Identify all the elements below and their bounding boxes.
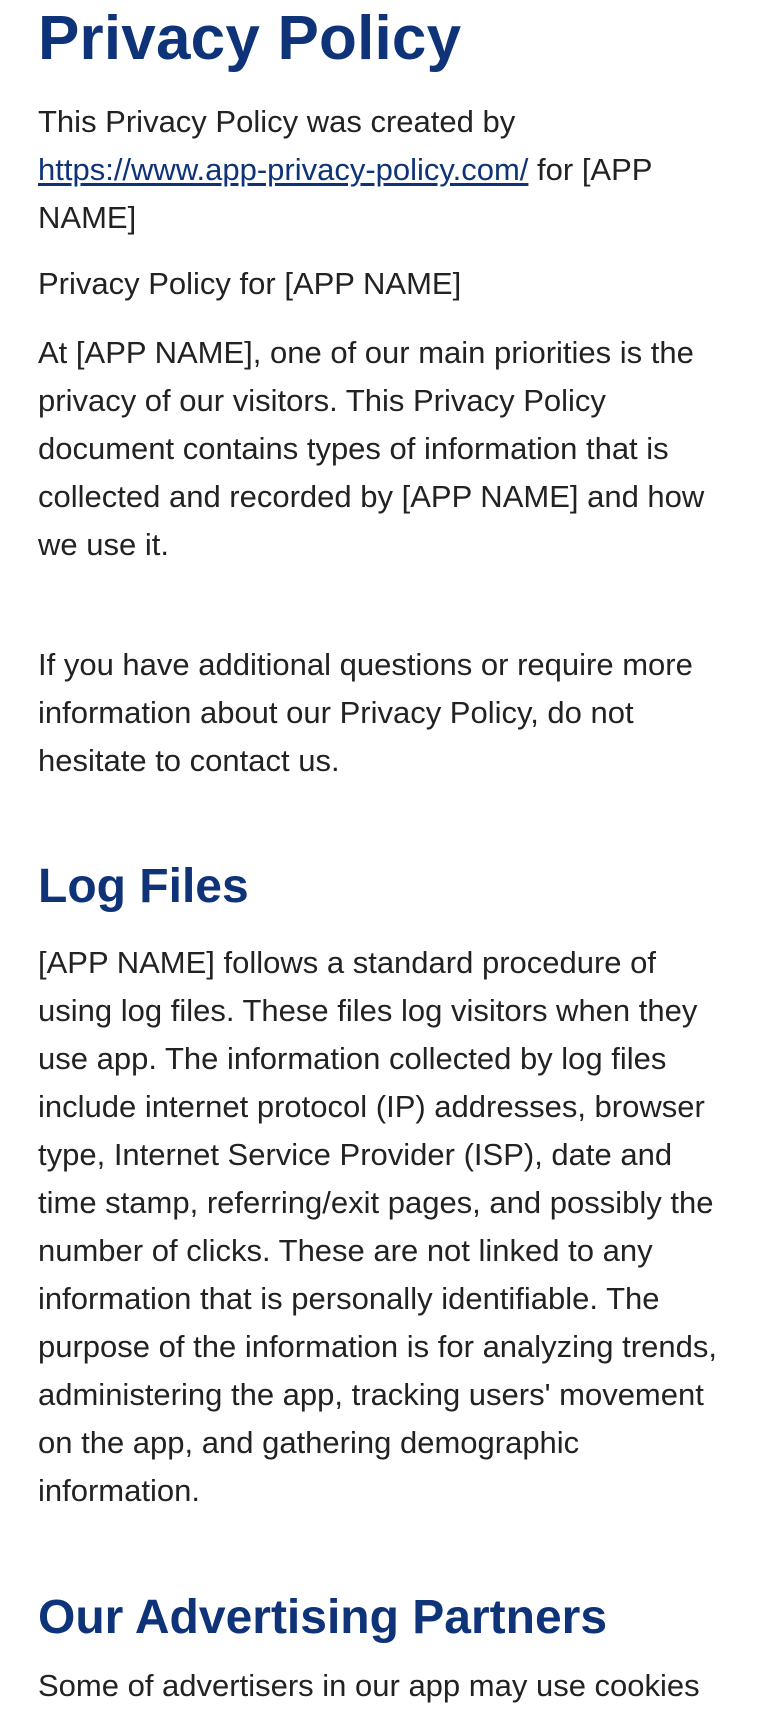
log-files-line: administering the app, tracking users' movement: [38, 1377, 704, 1412]
page-title: Privacy Policy: [38, 4, 462, 73]
log-files-heading: Log Files: [38, 860, 249, 913]
created-by-line-1: This Privacy Policy was created by: [38, 104, 516, 139]
log-files-line: use app. The information collected by log files: [38, 1041, 667, 1076]
advertising-partners-line: Some of advertisers in our app may use cookies: [38, 1668, 700, 1703]
questions-paragraph: [38, 641, 750, 785]
created-by-line-2: [38, 146, 750, 194]
created-by-suffix: for [APP: [528, 152, 653, 187]
log-files-line: type, Internet Service Provider (ISP), date and: [38, 1137, 673, 1172]
advertising-partners-paragraph: [38, 1662, 750, 1710]
privacy-policy-generator-link[interactable]: https://www.app-privacy-policy.com/: [38, 152, 529, 187]
log-files-line: on the app, and gathering demographic: [38, 1425, 580, 1460]
questions-line: information about our Privacy Policy, do not: [38, 695, 634, 730]
created-by-paragraph: [38, 98, 750, 242]
log-files-line: information that is personally identifiable. The: [38, 1281, 660, 1316]
questions-line: If you have additional questions or require more: [38, 647, 693, 682]
advertising-partners-heading: Our Advertising Partners: [38, 1591, 608, 1644]
created-by-line-3: NAME]: [38, 200, 137, 235]
priorities-paragraph: [38, 329, 750, 569]
priorities-line: collected and recorded by [APP NAME] and how: [38, 479, 705, 514]
priorities-line: At [APP NAME], one of our main priorities is the: [38, 335, 694, 370]
policy-for-paragraph: Privacy Policy for [APP NAME]: [38, 266, 462, 301]
log-files-line: purpose of the information is for analyzing trends,: [38, 1329, 717, 1364]
questions-line: hesitate to contact us.: [38, 743, 340, 778]
log-files-line: include internet protocol (IP) addresses, browser: [38, 1089, 705, 1124]
log-files-line: number of clicks. These are not linked to any: [38, 1233, 653, 1268]
priorities-line: we use it.: [38, 527, 169, 562]
log-files-line: information.: [38, 1473, 200, 1508]
priorities-line: document contains types of information that is: [38, 431, 669, 466]
priorities-line: privacy of our visitors. This Privacy Policy: [38, 383, 606, 418]
log-files-paragraph: [38, 939, 750, 1515]
log-files-line: using log files. These files log visitors when they: [38, 993, 698, 1028]
log-files-line: [APP NAME] follows a standard procedure of: [38, 945, 657, 980]
log-files-line: time stamp, referring/exit pages, and possibly the: [38, 1185, 714, 1220]
